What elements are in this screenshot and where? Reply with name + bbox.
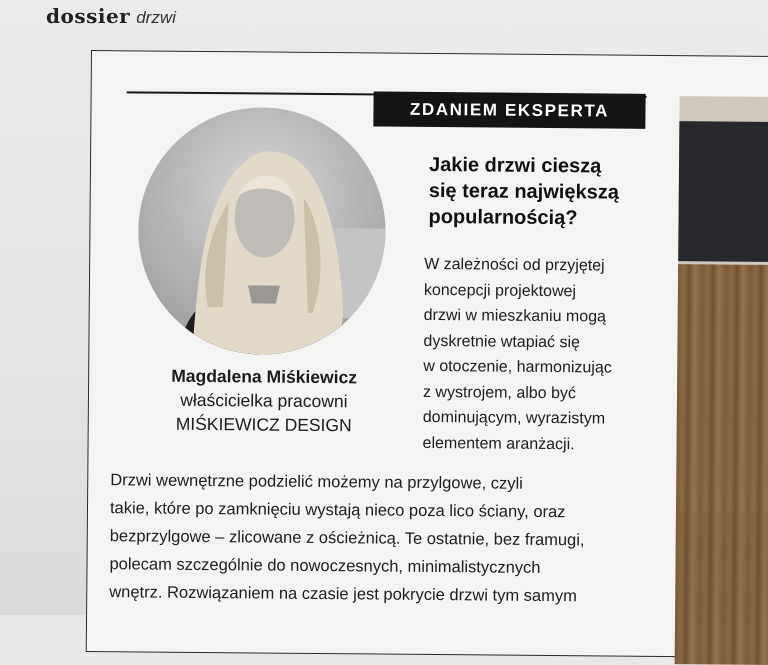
body-line: takie, które po zamknięciu wystają nieco poza lico ściany, oraz: [109, 499, 566, 522]
portrait-image: [137, 106, 386, 355]
expert-portrait: [137, 106, 386, 355]
body-line: Drzwi wewnętrzne podzielić możemy na przylgowe, czyli: [110, 471, 523, 493]
question-line: popularnością?: [428, 205, 578, 230]
answer-line: koncepcji projektowej: [423, 281, 577, 300]
interior-photo: [675, 96, 768, 657]
section-title: dossier: [46, 4, 131, 28]
body-line: bezprzylgowe – zlicowane z ościeżnicą. Te ostatnie, bez framugi,: [109, 527, 585, 550]
body-line: wnętrz. Rozwiązaniem na czasie jest pokrycie drzwi tym samym: [109, 583, 577, 606]
expert-box: [86, 50, 768, 658]
expert-role: właścicielka pracowni: [180, 389, 348, 412]
expert-caption: [119, 363, 410, 438]
answer-line: drzwi w mieszkaniu mogą: [423, 306, 607, 326]
answer-line: elementem aranżacji.: [422, 434, 575, 453]
photo-wood-door: [675, 264, 768, 665]
answer-line: w otoczenie, harmonizując: [423, 357, 612, 377]
answer-paragraph: [422, 252, 684, 458]
question-line: Jakie drzwi cieszą: [428, 153, 602, 178]
expert-name: Magdalena Miśkiewicz: [171, 365, 358, 388]
page-header: [46, 4, 176, 38]
answer-line: dominującym, wyrazistym: [422, 408, 606, 428]
answer-line: dyskretnie wtapiać się: [423, 332, 581, 351]
answer-line: z wystrojem, albo być: [422, 383, 577, 402]
body-paragraph: [109, 466, 670, 611]
section-topic: drzwi: [136, 8, 176, 27]
question-line: się teraz największą: [428, 179, 619, 204]
photo-dark-wall: [678, 121, 768, 262]
answer-line: W zależności od przyjętej: [424, 255, 605, 275]
expert-company: MIŚKIEWICZ DESIGN: [175, 413, 352, 436]
question-heading: [428, 152, 669, 232]
body-line: polecam szczególnie do nowoczesnych, minimalistycznych: [109, 555, 541, 577]
expert-label: ZDANIEM EKSPERTA: [373, 91, 645, 128]
